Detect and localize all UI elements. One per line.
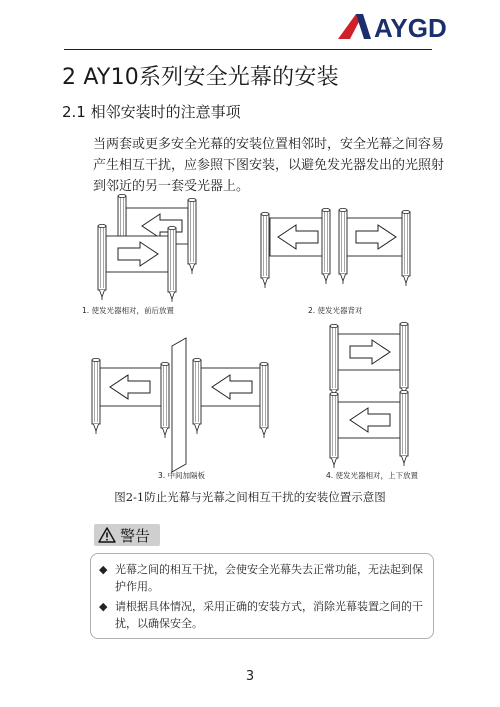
- panel-4-drawing: [330, 322, 408, 468]
- warning-item: [99, 561, 425, 595]
- warning-item-text: 请根据具体情况，采用正确的安装方式，消除光幕装置之间的干扰，以确保安全。: [115, 600, 423, 630]
- diamond-bullet-icon: ◆: [99, 563, 108, 576]
- brand-text: AYGD: [374, 13, 447, 40]
- aygd-logo: [336, 10, 476, 40]
- figure-caption: 图2-1防止光幕与光幕之间相互干扰的安装位置示意图: [114, 490, 386, 504]
- warning-item-text: 光幕之间的相互干扰，会使安全光幕失去正常功能，无法起到保护作用。: [115, 563, 423, 593]
- installation-figure: [64, 188, 436, 488]
- diamond-bullet-icon: ◆: [99, 600, 108, 613]
- panel-2-caption: 2. 使发光器背对: [308, 306, 363, 315]
- warning-badge: [94, 524, 160, 546]
- subsection-heading: 2.1 相邻安装时的注意事项: [62, 103, 241, 121]
- divider-plate: [172, 338, 186, 472]
- warning-title: 警告: [120, 526, 151, 545]
- intro-line: 到邻近的另一套受光器上。: [93, 179, 250, 194]
- panel-3-drawing: [92, 338, 268, 472]
- intro-line: 产生相互干扰，应参照下图安装，以避免发光器发出的光照射: [93, 158, 445, 173]
- warning-triangle-icon: [98, 527, 116, 543]
- panel-1-caption: 1. 使发光器相对，前后放置: [82, 306, 175, 315]
- panel-1-drawing: [98, 194, 196, 302]
- panel-4-caption: 4. 使发光器相对，上下放置: [326, 471, 419, 480]
- panel-2-drawing: [261, 208, 410, 288]
- intro-line: 当两套或更多安全光幕的安装位置相邻时，安全光幕之间容易: [93, 137, 445, 152]
- header-rule: [64, 49, 432, 50]
- panel-3-caption: 3. 中间加隔板: [158, 471, 206, 480]
- page-number: 3: [245, 669, 255, 684]
- warning-item: [99, 598, 425, 632]
- section-heading: 2 AY10系列安全光幕的安装: [62, 65, 339, 90]
- warning-box: [90, 553, 434, 639]
